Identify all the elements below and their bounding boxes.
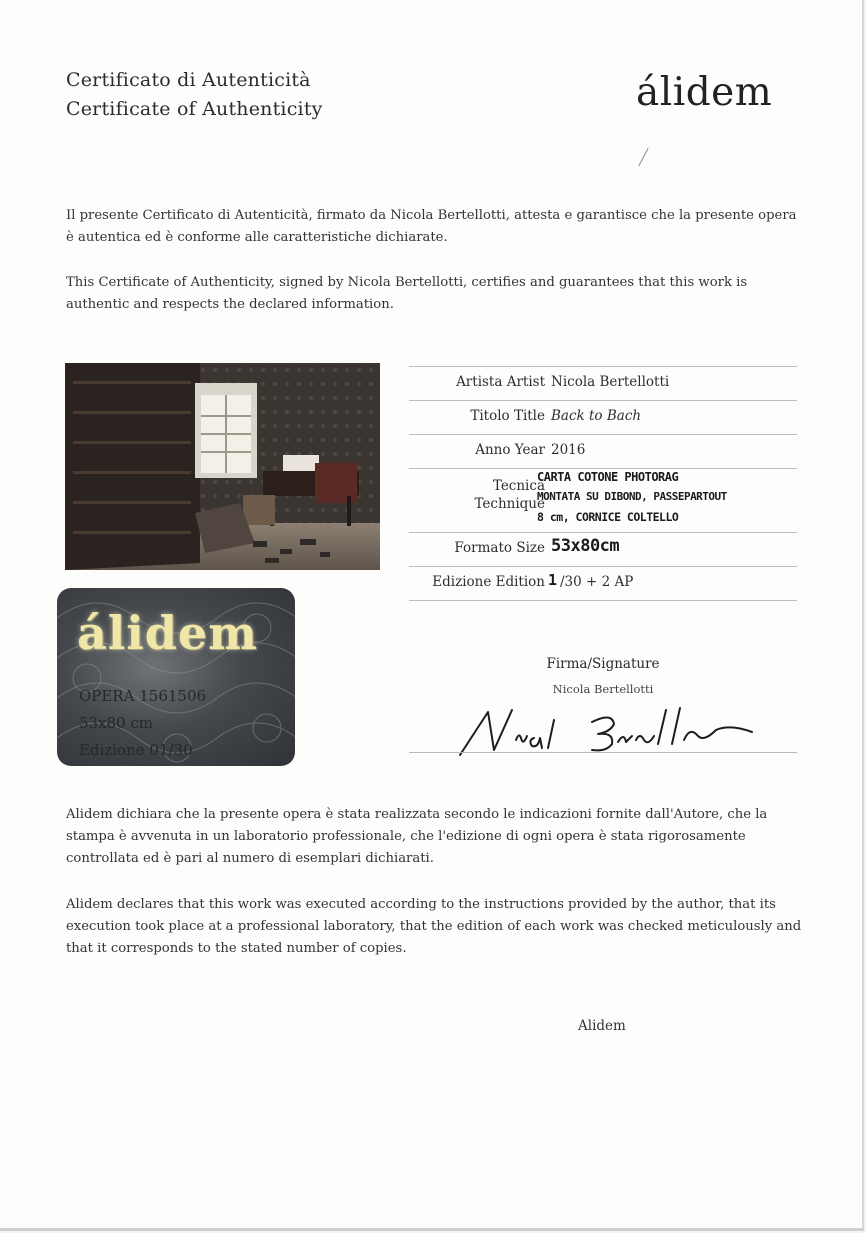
- signature-line: [409, 752, 797, 753]
- divider: [409, 366, 797, 367]
- certificate-title: [66, 66, 323, 124]
- hologram-line: Edizione 01/30: [79, 741, 193, 759]
- intro-italian: Il presente Certificato di Autenticità, firmato da Nicola Bertellotti, attesta e garantisce che la presente opera è autentica ed è conforme alle caratteristiche dichiarate.: [66, 208, 797, 245]
- year-value: 2016: [551, 442, 586, 458]
- alidem-logo-text: álidem: [636, 70, 773, 115]
- technique-handwritten-line: CARTA COTONE PHOTORAG: [537, 470, 679, 484]
- signature-name: Nicola Bertellotti: [552, 682, 654, 696]
- technique-handwritten-line: MONTATA SU DIBOND, PASSEPARTOUT: [537, 490, 727, 503]
- intro-english: This Certificate of Authenticity, signed by Nicola Bertellotti, certifies and guarantees that this work is authentic and respects the declared information.: [66, 275, 748, 312]
- divider: [409, 532, 797, 533]
- signature-label: Firma/Signature: [546, 656, 660, 672]
- edition-value: /30 + 2 AP: [560, 574, 634, 590]
- hologram-brand: álidem: [77, 606, 258, 660]
- declaration-italian: Alidem dichiara che la presente opera è stata realizzata secondo le indicazioni fornite dall'Autore, che la stampa è avvenuta in un laboratorio professionale, che l'edizione di ogni opera è stata rigorosamente controllata ed è pari al numero di esemplari dichiarati.: [66, 807, 768, 866]
- technique-label-english: Technique: [474, 496, 545, 512]
- issuer-name: Alidem: [578, 1018, 626, 1034]
- handwritten-signature: [450, 700, 770, 760]
- divider: [409, 468, 797, 469]
- size-label: Formato Size: [454, 540, 545, 556]
- hologram-line: OPERA 1561506: [79, 687, 207, 705]
- hologram-info: [79, 683, 206, 764]
- divider: [409, 400, 797, 401]
- technique-label-italian: Tecnica: [492, 478, 545, 494]
- artwork-photo: [65, 363, 380, 570]
- year-label: Anno Year: [475, 442, 545, 458]
- size-value-handwritten: 53x80cm: [551, 536, 620, 556]
- artwork-image: [65, 363, 380, 570]
- hologram-line: 53x80 cm: [79, 714, 154, 732]
- divider: [409, 600, 797, 601]
- artist-value: Nicola Bertellotti: [551, 374, 670, 390]
- declaration-english: Alidem declares that this work was executed according to the instructions provided by the author, that its execution took place at a professional laboratory, that the edition of each work was checked meticulously and that it corresponds to the stated number of copies.: [66, 897, 802, 956]
- artist-label: Artista Artist: [456, 374, 545, 390]
- title-italian: Certificato di Autenticità: [66, 69, 311, 91]
- divider: [409, 434, 797, 435]
- pen-mark: [638, 148, 648, 166]
- hologram-seal: [57, 588, 295, 766]
- edition-label: Edizione Edition: [432, 574, 545, 590]
- edition-number-handwritten: 1: [548, 571, 557, 589]
- title-label: Titolo Title: [470, 408, 545, 424]
- title-english: Certificate of Authenticity: [66, 98, 323, 120]
- title-value: Back to Bach: [551, 408, 642, 424]
- technique-handwritten-line: 8 cm, CORNICE COLTELLO: [537, 510, 679, 524]
- divider: [409, 566, 797, 567]
- alidem-logo: [636, 70, 772, 115]
